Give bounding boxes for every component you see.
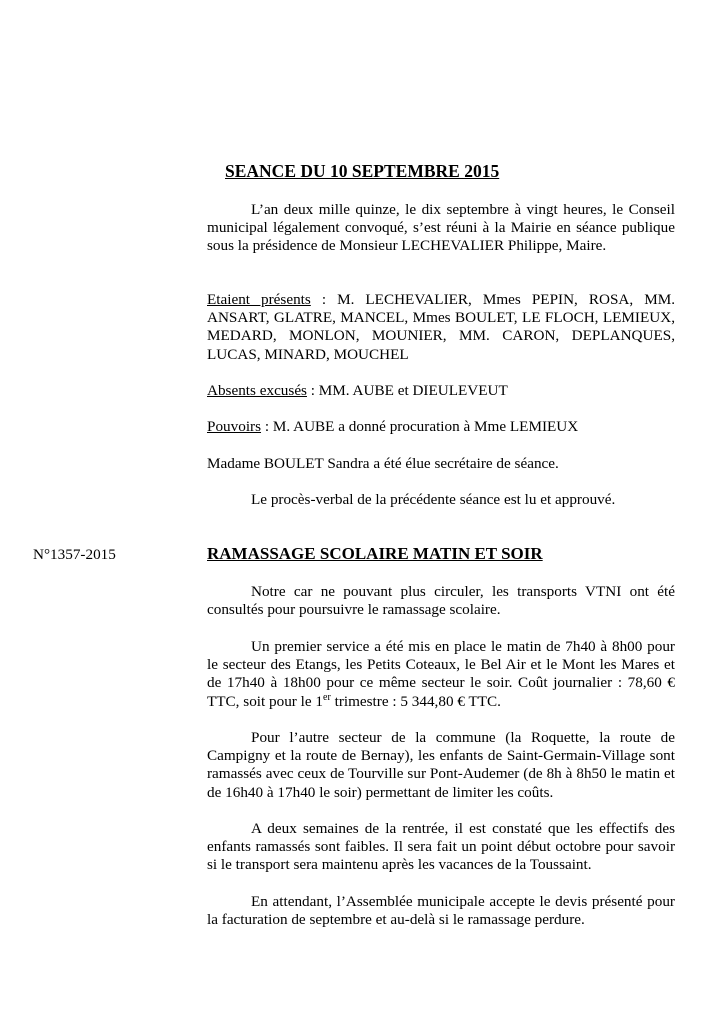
proxy-line bbox=[207, 418, 675, 436]
present-members bbox=[207, 291, 675, 364]
absent-separator: : bbox=[306, 382, 319, 399]
section-paragraph-1: Notre car ne pouvant plus circuler, les transports VTNI ont été consultés pour poursuivre le ramassage scolaire. bbox=[207, 583, 675, 619]
p2-superscript: er bbox=[323, 691, 331, 703]
proxy-text: M. AUBE a donné procuration à Mme LEMIEUX bbox=[272, 418, 579, 435]
p2-text-start: Un premier service a été mis en place le matin de 7h40 à 8h00 pour le secteur des Etangs, les Petits Coteaux, le Bel Air et le Mont les Mares et de 17h40 à 18h00 pour ce même secteur le soir. Coût journalier : 78,60 € TTC, soit pour le 1 bbox=[207, 638, 675, 710]
section-paragraph-2 bbox=[207, 638, 675, 711]
opening-paragraph: L’an deux mille quinze, le dix septembre à vingt heures, le Conseil municipal légalement convoqué, s’est réuni à la Mairie en séance publique sous la présidence de Monsieur LECHEVALIER Philippe, Maire. bbox=[207, 201, 675, 255]
section-paragraph-3: Pour l’autre secteur de la commune (la Roquette, la route de Campigny et la route de Bernay), les enfants de Saint-Germain-Village sont ramassés avec ceux de Tourville sur Pont-Audemer (de 8h à 8h50 le matin et de 16h40 à 17h40 le soir) permettant de limiter les coûts. bbox=[207, 729, 675, 801]
deliberation-number: N°1357-2015 bbox=[33, 546, 116, 563]
absent-list: MM. AUBE et DIEULEVEUT bbox=[318, 382, 508, 399]
section-title: RAMASSAGE SCOLAIRE MATIN ET SOIR bbox=[207, 544, 543, 563]
absent-label: Absents excusés bbox=[207, 382, 307, 399]
proxy-label: Pouvoirs bbox=[207, 418, 262, 435]
p2-text-end: trimestre : 5 344,80 € TTC. bbox=[330, 692, 501, 710]
absent-members bbox=[207, 382, 675, 400]
section-paragraph-4: A deux semaines de la rentrée, il est constaté que les effectifs des enfants ramassés sont faibles. Il sera fait un point début octobre pour savoir si le transport sera maintenu après les vacances de la Toussaint. bbox=[207, 820, 675, 874]
present-list: M. LECHEVALIER, Mmes PEPIN, ROSA, MM. ANSART, GLATRE, MANCEL, Mmes BOULET, LE FLOCH, LEMIEUX, MEDARD, MONLON, MOUNIER, MM. CARON, DEPLANQUES, LUCAS, MINARD, MOUCHEL bbox=[207, 291, 675, 363]
secretary-line: Madame BOULET Sandra a été élue secrétaire de séance. bbox=[207, 455, 559, 472]
minutes-approval: Le procès-verbal de la précédente séance est lu et approuvé. bbox=[251, 491, 616, 508]
section-paragraph-5: En attendant, l’Assemblée municipale accepte le devis présenté pour la facturation de septembre et au-delà si le ramassage perdure. bbox=[207, 893, 675, 929]
present-label: Etaient présents bbox=[207, 291, 311, 308]
proxy-separator: : bbox=[261, 418, 273, 435]
present-separator: : bbox=[310, 291, 338, 308]
page-title: SEANCE DU 10 SEPTEMBRE 2015 bbox=[225, 161, 500, 181]
